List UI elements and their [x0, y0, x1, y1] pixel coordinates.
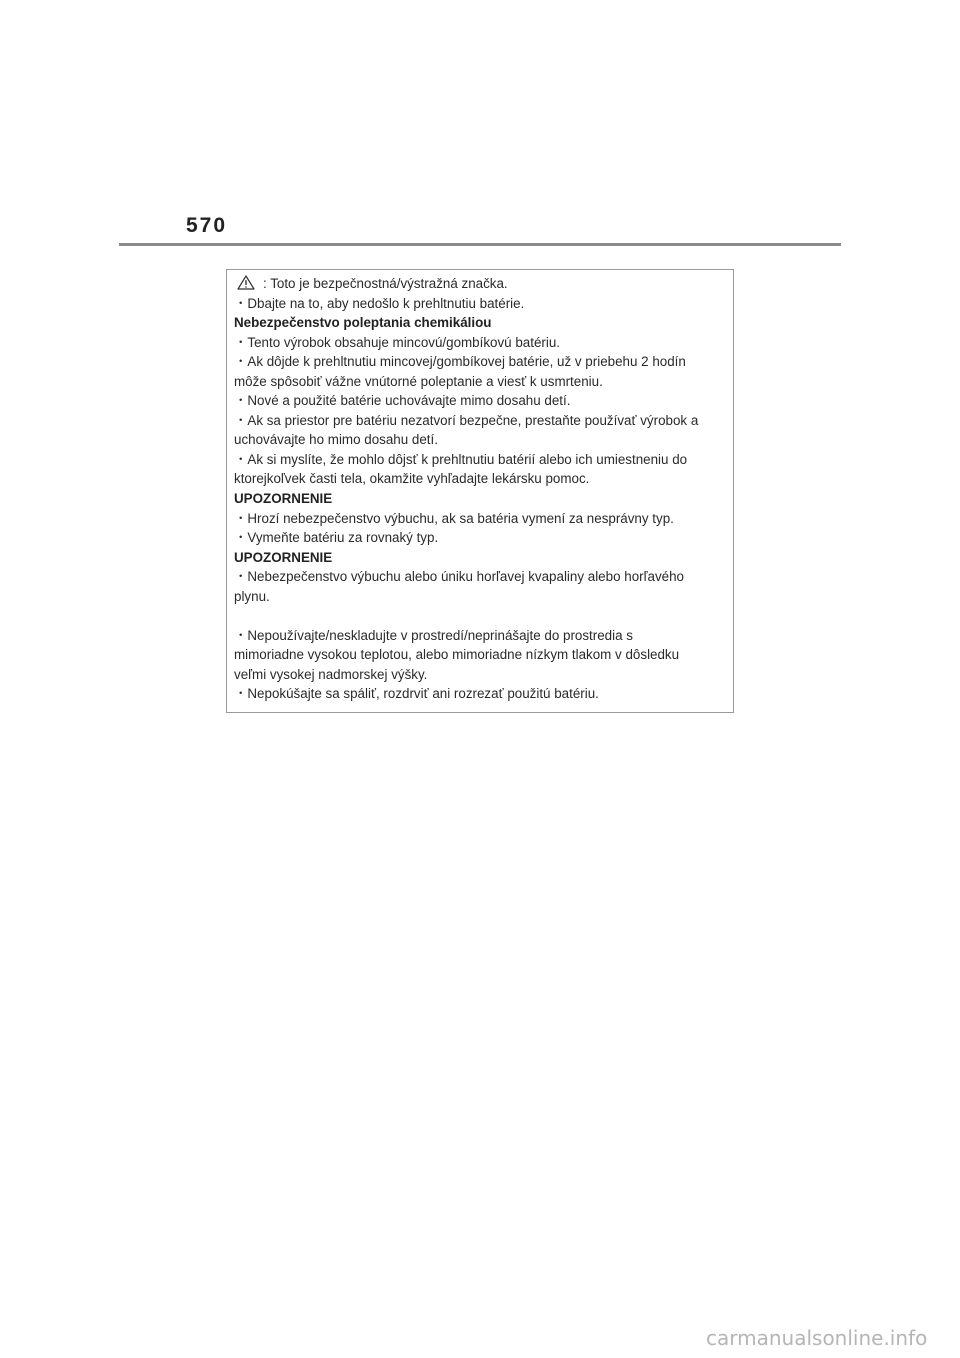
- warning-line: [234, 469, 726, 489]
- warning-line: [234, 430, 726, 450]
- warning-line-text: ・Nové a použité batérie uchovávajte mimo dosahu detí.: [234, 393, 571, 409]
- warning-line-text: uchovávajte ho mimo dosahu detí.: [234, 432, 438, 448]
- warning-line: [234, 294, 726, 314]
- warning-line-text: ・Tento výrobok obsahuje mincovú/gombíkovú batériu.: [234, 334, 561, 350]
- warning-line-text: UPOZORNENIE: [234, 549, 333, 565]
- warning-triangle-icon: [237, 275, 255, 290]
- warning-line: [234, 333, 726, 353]
- watermark-logo: carmanualsonline.info: [706, 1326, 928, 1350]
- warning-line-text: plynu.: [234, 588, 270, 604]
- warning-line: [234, 411, 726, 431]
- section-heading: [234, 313, 726, 333]
- warning-line-text: ktorejkoľvek časti tela, okamžite vyhľadajte lekársku pomoc.: [234, 471, 590, 487]
- warning-line-text: ・Nebezpečenstvo výbuchu alebo úniku horľavej kvapaliny alebo horľavého: [234, 569, 684, 585]
- warning-line: [234, 509, 726, 529]
- warning-line-text: UPOZORNENIE: [234, 491, 333, 507]
- warning-line-text: ・Ak dôjde k prehltnutiu mincovej/gombíkovej batérie, už v priebehu 2 hodín: [234, 354, 686, 370]
- warning-line: [234, 684, 726, 704]
- warning-line-text: Nebezpečenstvo poleptania chemikáliou: [234, 315, 492, 331]
- warning-line-text: veľmi vysokej nadmorskej výšky.: [234, 666, 428, 682]
- warning-line-text: ・Nepoužívajte/neskladujte v prostredí/neprinášajte do prostredia s: [234, 627, 633, 643]
- warning-line: [234, 391, 726, 411]
- warning-line: [234, 372, 726, 392]
- blank-line: [234, 606, 726, 626]
- warning-box: [226, 269, 734, 713]
- section-heading: [234, 489, 726, 509]
- warning-line: [234, 528, 726, 548]
- warning-line: [234, 352, 726, 372]
- warning-line: [234, 645, 726, 665]
- warning-line-text: ・Dbajte na to, aby nedošlo k prehltnutiu batérie.: [234, 295, 525, 311]
- warning-line-text: mimoriadne vysokou teplotou, alebo mimoriadne nízkym tlakom v dôsledku: [234, 647, 680, 663]
- page-number: 570: [186, 214, 228, 237]
- warning-line-text: ・Vymeňte batériu za rovnaký typ.: [234, 530, 439, 546]
- header-rule: [119, 243, 841, 246]
- warning-line: [234, 587, 726, 607]
- warning-line-text: ・Nepokúšajte sa spáliť, rozdrviť ani rozrezať použitú batériu.: [234, 686, 599, 702]
- section-heading: [234, 548, 726, 568]
- warning-line: [234, 567, 726, 587]
- warning-line-text: ・Hrozí nebezpečenstvo výbuchu, ak sa batéria vymení za nesprávny typ.: [234, 510, 674, 526]
- warning-line: [234, 274, 726, 294]
- warning-line-text: : Toto je bezpečnostná/výstražná značka.: [263, 276, 508, 291]
- warning-line-text: môže spôsobiť vážne vnútorné poleptanie a viesť k usmrteniu.: [234, 373, 603, 389]
- warning-line: [234, 450, 726, 470]
- warning-line-text: ・Ak si myslíte, že mohlo dôjsť k prehltnutiu batérií alebo ich umiestneniu do: [234, 451, 688, 467]
- warning-line-text: ・Ak sa priestor pre batériu nezatvorí bezpečne, prestaňte používať výrobok a: [234, 412, 699, 428]
- warning-line: [234, 665, 726, 685]
- warning-line: [234, 626, 726, 646]
